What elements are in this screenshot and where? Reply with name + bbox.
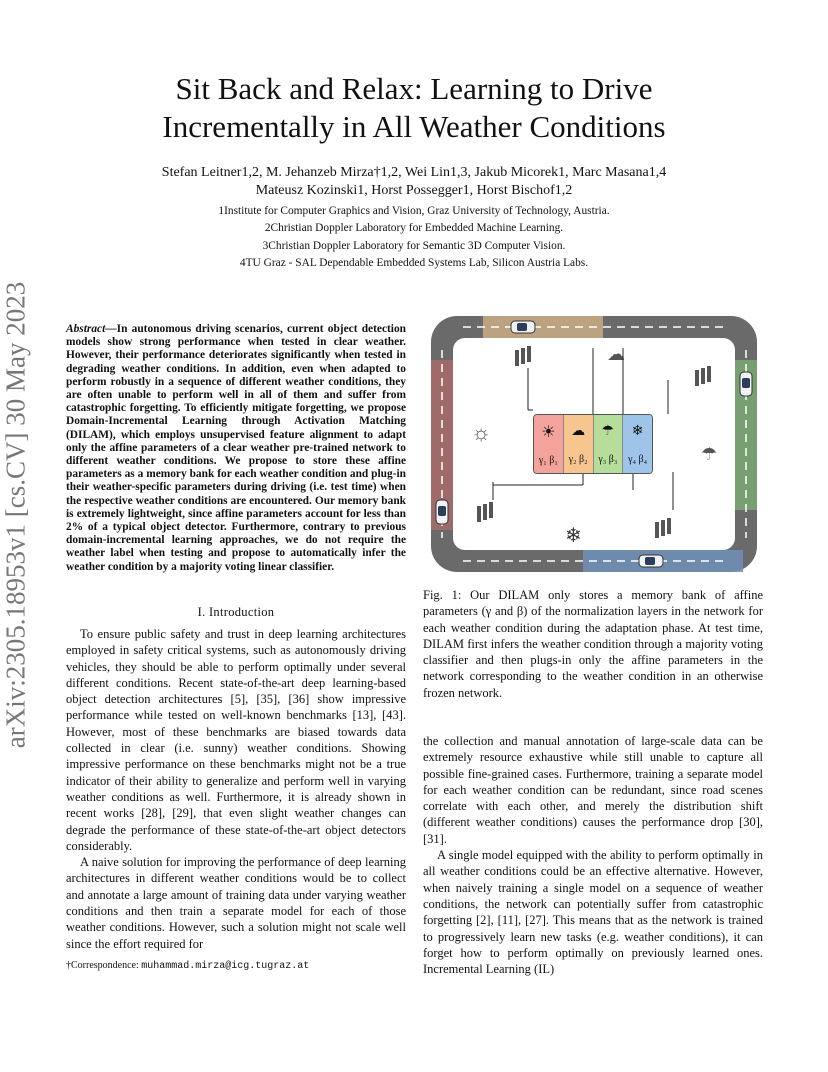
abstract bbox=[66, 323, 406, 574]
car-icon-right bbox=[740, 372, 752, 396]
car-icon-bottom bbox=[639, 555, 663, 567]
sun-icon-scene: ☼ bbox=[471, 420, 492, 445]
affiliations bbox=[100, 203, 728, 272]
affiliation-2: 2Christian Doppler Laboratory for Embedded Machine Learning. bbox=[264, 222, 564, 235]
memory-cell-label: γ₂ β₂ bbox=[568, 454, 588, 466]
authors bbox=[60, 164, 768, 200]
memory-cell-label: γ₃ β₃ bbox=[598, 454, 618, 466]
memory-cell-rain[interactable] bbox=[594, 415, 624, 473]
right-body bbox=[423, 733, 763, 977]
rain-icon: ☂ bbox=[601, 422, 615, 439]
snow-icon: ❄ bbox=[631, 422, 644, 439]
abstract-text: —In autonomous driving scenarios, current object detection models show strong performance when tested in clear weather. However, their performance deteriorates significantly when tested in degrading weather conditions. In addition, even when adapted to perform robustly in a sequence of different weather conditions, they are often unable to perform well in all of them and suffer from catastrophic forgetting. To efficiently mitigate forgetting, we propose Domain-Incremental Learning through Activation Matching (DILAM), which employs unsupervised feature alignment to adapt only the affine parameters of a clear weather pre-trained network to different weather conditions. We propose to store these affine parameters as a memory bank for each weather condition and plug-in their weather-specific parameters during driving (i.e. test time) when the respective weather conditions are encountered. Our memory bank is extremely lightweight, since affine parameters account for less than 2% of a typical object detector. Furthermore, contrary to previous domain-incremental learning approaches, we do not require the weather label when testing and propose to automatically infer the weather condition by a majority voting linear classifier. bbox=[66, 323, 406, 573]
car-icon-top bbox=[511, 321, 535, 333]
title-line-2: Incrementally in All Weather Conditions bbox=[162, 109, 666, 144]
right-paragraph-2: A single model equipped with the ability to perform optimally in all weather conditions could be an effective alternative. However, when naively training a single model on a sequence of weather conditions, the network can potentially suffer from catastrophic forgetting [2], [11], [27]. This means that as the network is trained to progressively learn new tasks (e.g. weather conditions), it can forget how to perform optimally on previously learned ones. Incremental Learning (IL) bbox=[423, 848, 763, 977]
memory-bank bbox=[533, 414, 653, 474]
road-segment-fog bbox=[483, 316, 603, 338]
figure-caption: Fig. 1: Our DILAM only stores a memory bank of affine parameters (γ and β) of the normalization layers in the network for each weather condition during the adaptation phase. At test time, DILAM first infers the weather condition through a majority voting classifier and then plugs-in only the affine parameters in the network corresponding to the weather condition in an otherwise frozen network. bbox=[423, 588, 763, 700]
affiliation-1: 1Institute for Computer Graphics and Vision, Graz University of Technology, Austria. bbox=[218, 205, 610, 217]
memory-cell-sun[interactable] bbox=[534, 415, 564, 473]
authors-line-2: Mateusz Kozinski1, Horst Possegger1, Horst Bischof1,2 bbox=[255, 183, 573, 198]
memory-cell-snow[interactable] bbox=[623, 415, 652, 473]
memory-cell-label: γ₁ β₁ bbox=[538, 455, 558, 466]
title-line-1: Sit Back and Relax: Learning to Drive bbox=[175, 71, 653, 106]
arxiv-id[interactable]: arXiv:2305.18953v1 [cs.CV] 30 May 2023 bbox=[0, 281, 31, 749]
fog-icon-scene: ☁ bbox=[607, 344, 625, 364]
intro-paragraph-1: To ensure public safety and trust in deep learning architectures employed in safety critical systems, such as autonomously driving vehicles, they should be able to perform optimally under several different conditions. Recent state-of-the-art deep learning-based object detection architectures [5], [35], [36] show impressive performance while tested on well-known benchmarks [13], [43]. However, most of these benchmarks are biased towards data collected in clear (i.e. sunny) weather conditions. Showing impressive performance on these benchmarks might not be a true indicator of their ability to generalize and perform well in varying weather conditions as well. Furthermore, it is already shown in recent works [28], [29], that even slight weather changes can degrade the performance of these state-of-the-art object detectors considerably. bbox=[66, 627, 406, 853]
abstract-label: Abstract bbox=[66, 323, 106, 335]
car-icon-left bbox=[436, 500, 448, 524]
sun-icon: ☀ bbox=[541, 422, 556, 441]
memory-cell-label: γ₄ β₄ bbox=[628, 454, 648, 466]
right-paragraph-1: the collection and manual annotation of large-scale data can be extremely resource exhaustive while still unable to capture all possible fine-grained cases. Furthermore, training a separate model for each weather condition can be redundant, since road scenes correlate with each other, and merely the distribution shift (different weather conditions) causes the performance drop [30], [31]. bbox=[423, 734, 763, 846]
section-heading: I. Introduction bbox=[197, 605, 275, 619]
footnote-prefix: †Correspondence: bbox=[66, 960, 142, 971]
memory-cell-fog[interactable] bbox=[564, 415, 594, 473]
fog-icon: ☁ bbox=[571, 422, 586, 439]
intro-paragraph-2: A naive solution for improving the performance of deep learning architectures in different weather conditions would be to collect and annotate a large amount of training data under varying weather conditions and then train a separate model for each of those weather conditions. However, such a solution might not scale well since the effort required for bbox=[66, 855, 406, 951]
intro-body bbox=[66, 626, 406, 952]
authors-line-1: Stefan Leitner1,2, M. Jehanzeb Mirza†1,2, Wei Lin1,3, Jakub Micorek1, Marc Masana1,4 bbox=[161, 165, 667, 180]
affiliation-3: 3Christian Doppler Laboratory for Semantic 3D Computer Vision. bbox=[262, 239, 566, 252]
affiliation-4: 4TU Graz - SAL Dependable Embedded Systems Lab, Silicon Austria Labs. bbox=[239, 256, 589, 269]
figure-dilam bbox=[423, 310, 765, 578]
snow-icon-scene: ❄ bbox=[565, 525, 582, 547]
paper-title bbox=[0, 70, 828, 146]
footnote bbox=[66, 960, 406, 973]
footnote-email[interactable]: muhammad.mirza@icg.tugraz.at bbox=[141, 961, 310, 972]
rain-icon-scene: ☂ bbox=[701, 444, 718, 464]
